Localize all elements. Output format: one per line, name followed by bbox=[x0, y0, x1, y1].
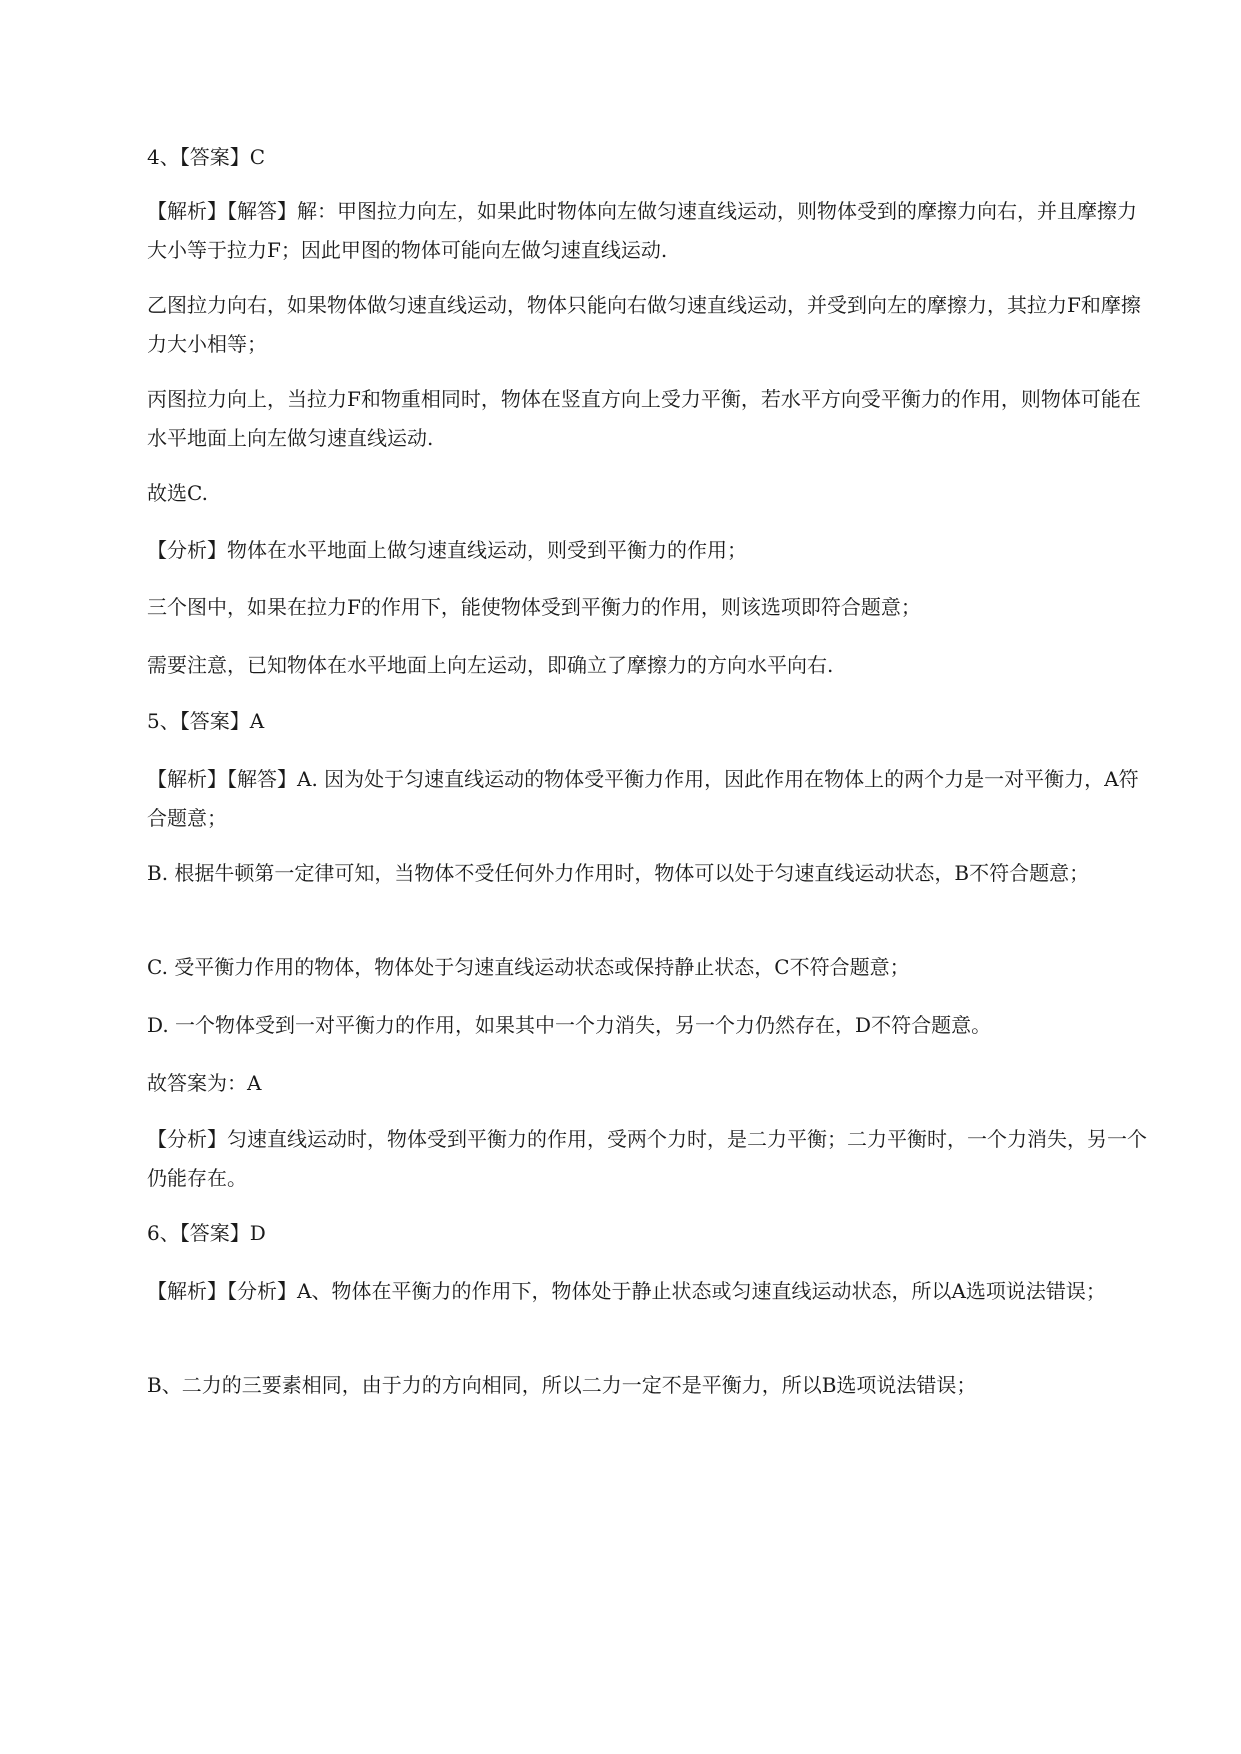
q6-analysis-paragraph: B、二力的三要素相同，由于力的方向相同，所以二力一定不是平衡力，所以B选项说法错误； bbox=[147, 1373, 977, 1397]
q4-summary-paragraph: 三个图中，如果在拉力F的作用下，能使物体受到平衡力的作用，则该选项即符合题意； bbox=[147, 595, 921, 619]
q4-analysis-paragraph: 乙图拉力向右，如果物体做匀速直线运动，物体只能向右做匀速直线运动，并受到向左的摩擦力，其拉力F和摩擦力大小相等； bbox=[147, 293, 1141, 356]
q4-summary-paragraph: 【分析】物体在水平地面上做匀速直线运动，则受到平衡力的作用； bbox=[147, 538, 747, 562]
q5-analysis-paragraph: D. 一个物体受到一对平衡力的作用，如果其中一个力消失，另一个力仍然存在，D不符合题意。 bbox=[147, 1013, 992, 1037]
q4-answer: 4、【答案】C bbox=[147, 145, 266, 169]
q5-choice: 故答案为：A bbox=[147, 1071, 262, 1095]
q5-summary-paragraph: 【分析】匀速直线运动时，物体受到平衡力的作用，受两个力时，是二力平衡；二力平衡时，一个力消失，另一个仍能存在。 bbox=[147, 1127, 1147, 1190]
q6-analysis-paragraph: 【解析】【分析】A、物体在平衡力的作用下，物体处于静止状态或匀速直线运动状态，所以A选项说法错误； bbox=[147, 1279, 1106, 1303]
q6-answer: 6、【答案】D bbox=[147, 1221, 266, 1245]
q5-analysis-paragraph: 【解析】【解答】A. 因为处于匀速直线运动的物体受平衡力作用，因此作用在物体上的两个力是一对平衡力，A符合题意； bbox=[147, 767, 1139, 830]
q4-choice: 故选C. bbox=[147, 481, 208, 505]
q4-analysis-paragraph: 丙图拉力向上，当拉力F和物重相同时，物体在竖直方向上受力平衡，若水平方向受平衡力的作用，则物体可能在水平地面上向左做匀速直线运动. bbox=[147, 387, 1141, 450]
q4-analysis-paragraph: 【解析】【解答】解：甲图拉力向左，如果此时物体向左做匀速直线运动，则物体受到的摩擦力向右，并且摩擦力大小等于拉力F；因此甲图的物体可能向左做匀速直线运动. bbox=[147, 199, 1137, 262]
q5-answer: 5、【答案】A bbox=[147, 709, 265, 733]
q5-analysis-paragraph: B. 根据牛顿第一定律可知，当物体不受任何外力作用时，物体可以处于匀速直线运动状态，B不符合题意； bbox=[147, 861, 1090, 885]
q4-summary-paragraph: 需要注意，已知物体在水平地面上向左运动，即确立了摩擦力的方向水平向右. bbox=[147, 653, 834, 677]
q5-analysis-paragraph: C. 受平衡力作用的物体，物体处于匀速直线运动状态或保持静止状态，C不符合题意； bbox=[147, 955, 910, 979]
